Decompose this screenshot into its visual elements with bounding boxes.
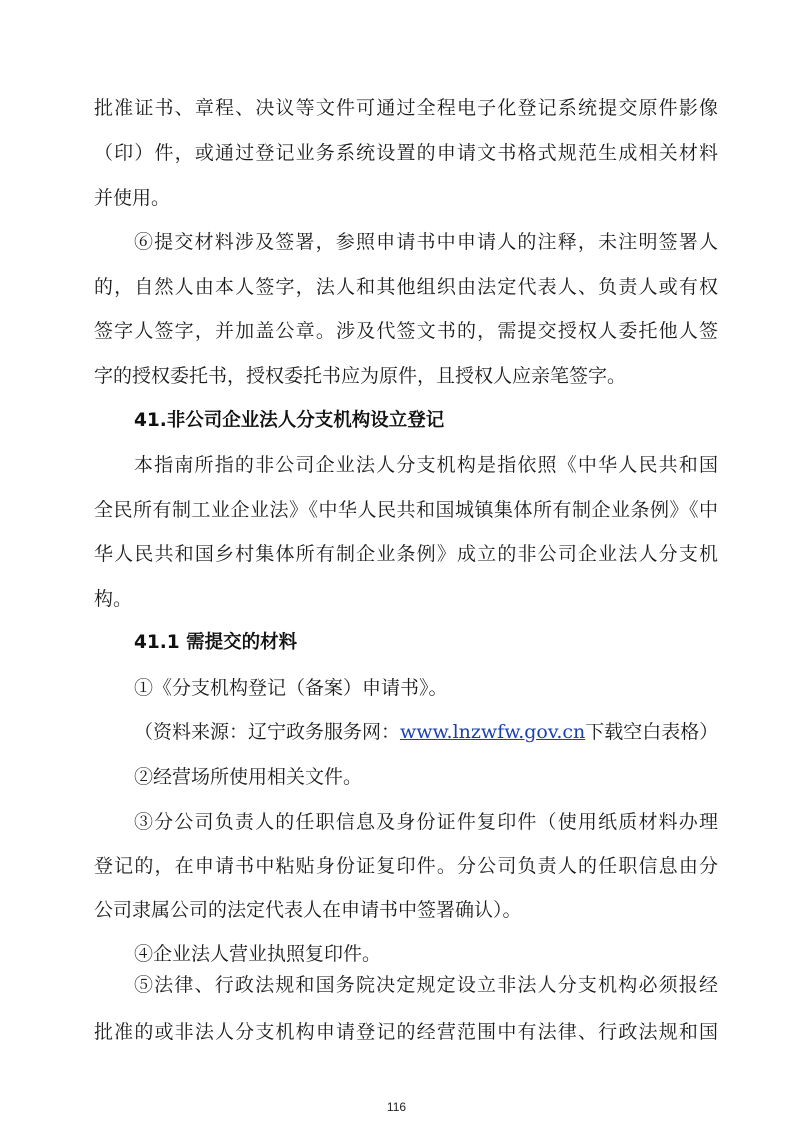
body-text-line: 字的授权委托书，授权委托书应为原件，且授权人应亲笔签字。 [94, 365, 627, 387]
list-item: ②经营场所使用相关文件。 [134, 766, 363, 788]
body-text-line: 公司隶属公司的法定代表人在申请书中签署确认）。 [94, 899, 522, 921]
body-text-line: 签字人签字，并加盖公章。涉及代签文书的，需提交授权人委托他人签 [94, 320, 718, 342]
list-item: ③分公司负责人的任职信息及身份证件复印件（使用纸质材料办理 [134, 811, 718, 833]
source-note [134, 720, 718, 744]
page-number: 116 [386, 1100, 407, 1114]
source-note-prefix: （资料来源：辽宁政务服务网： [134, 721, 401, 743]
body-text-line: 批准的或非法人分支机构申请登记的经营范围中有法律、行政法规和国 [94, 1021, 718, 1043]
source-note-suffix: 下载空白表格） [585, 721, 719, 743]
list-item: ①《分支机构登记（备案）申请书》。 [134, 677, 448, 699]
body-text-line: 登记的，在申请书中粘贴身份证复印件。分公司负责人的任职信息由分 [94, 855, 718, 877]
body-text-line: （印）件，或通过登记业务系统设置的申请文书格式规范生成相关材料 [94, 142, 718, 164]
body-text-line: ⑥提交材料涉及签署，参照申请书中申请人的注释，未注明签署人 [134, 231, 718, 253]
body-text-line: 本指南所指的非公司企业法人分支机构是指依照《中华人民共和国 [134, 454, 718, 476]
section-heading: 41.非公司企业法人分支机构设立登记 [134, 410, 445, 431]
source-link[interactable]: www.lnzwfw.gov.cn [400, 721, 586, 743]
body-text-line: 批准证书、章程、决议等文件可通过全程电子化登记系统提交原件影像 [94, 97, 718, 119]
body-text-line: 的，自然人由本人签字，法人和其他组织由法定代表人、负责人或有权 [94, 276, 718, 298]
subsection-heading: 41.1 需提交的材料 [134, 632, 298, 653]
body-text-line: 构。 [94, 588, 133, 610]
list-item: ④企业法人营业执照复印件。 [134, 943, 382, 965]
list-item: ⑤法律、行政法规和国务院决定规定设立非法人分支机构必须报经 [134, 974, 718, 996]
body-text-line: 全民所有制工业企业法》《中华人民共和国城镇集体所有制企业条例》《中 [94, 499, 718, 521]
body-text-line: 华人民共和国乡村集体所有制企业条例》成立的非公司企业法人分支机 [94, 543, 718, 565]
body-text-line: 并使用。 [94, 187, 171, 209]
